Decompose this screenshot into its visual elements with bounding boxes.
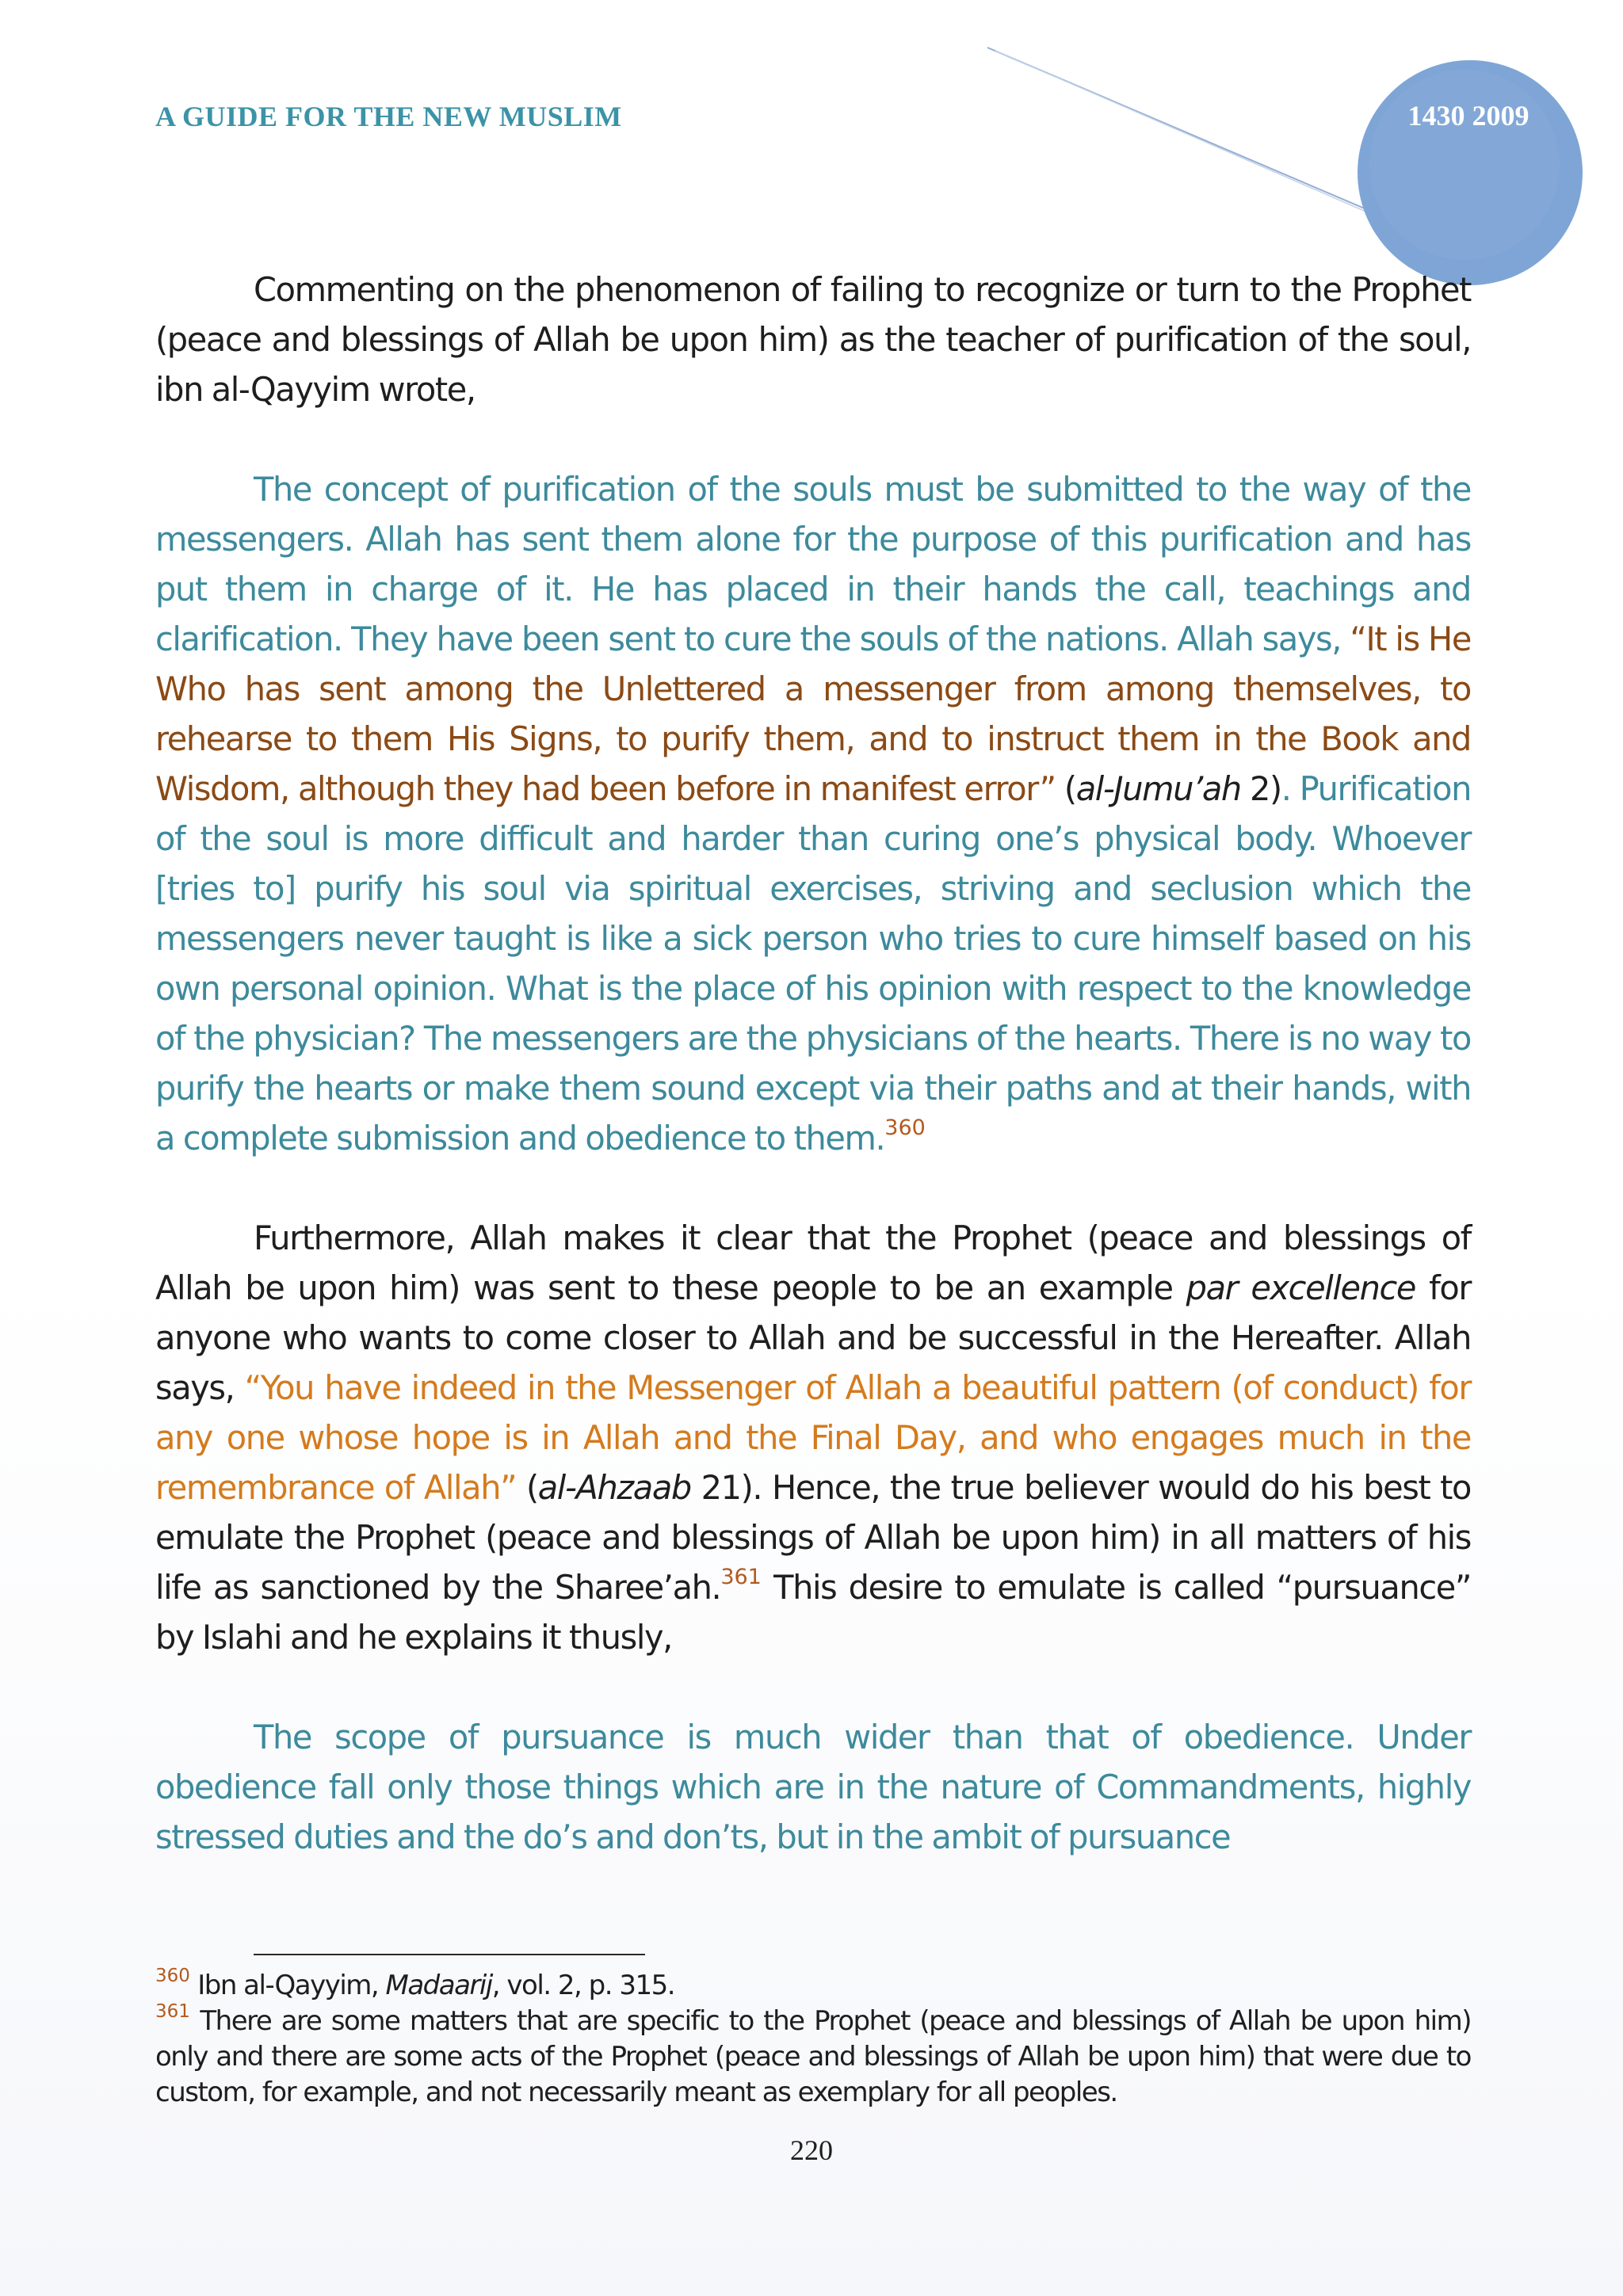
decoration-line-2 [995, 51, 1419, 235]
year-badge: 1430 2009 [1407, 100, 1529, 132]
para2-text-5: This desire to emulate is called “pursuance” by Islahi and he explains it thusly, [155, 1568, 1471, 1657]
footnote-separator [254, 1954, 645, 1955]
block-quote-islahi: The scope of pursuance is much wider than that of obedience. Under obedience fall only those things which are in the nature of Commandments, highly stressed duties and the do’s and don’ts, but in the ambit of pursuance [155, 1718, 1471, 1856]
para2-text-2: for anyone who wants to come closer to Allah and be successful in the Hereafter. Allah says, [155, 1268, 1471, 1407]
header-decoration [967, 40, 1623, 301]
quote-tail: . Purification of the soul is more difficult and harder than curing one’s physical body. Whoever [tries to] purify his soul via spiritual exercises, striving and seclusion which the messengers never taught is like a sick person who tries to cure himself based on his own personal opinion. What is the place of his opinion with respect to the knowledge of the physician? The messengers are the physicians of the hearts. There is no way to purify the hearts or make them sound except via their paths and at their hands, with a complete submission and obedience to them. [155, 769, 1471, 1158]
running-title: A GUIDE FOR THE NEW MUSLIM [155, 101, 622, 132]
quran-quote-ahzaab: “You have indeed in the Messenger of Allah a beautiful pattern (of conduct) for any one whose hope is in Allah and the Final Day, and who engages much in the remembrance of Allah” [155, 1368, 1472, 1507]
quote-ref-open: ( [1055, 769, 1076, 808]
footnote-number: 361 [155, 2000, 190, 2022]
paragraph-furthermore [155, 1213, 1471, 1662]
footnote-ref-360[interactable]: 360 [884, 1116, 926, 1141]
footnote-text: Ibn al-Qayyim, [189, 1970, 386, 2001]
quran-quote-jumuah: “It is He Who has sent among the Unlettered a messenger from among themselves, to rehearse to them His Signs, to purify them, and to instruct them in the Book and Wisdom, although they had been before in manifest error” [155, 620, 1472, 808]
footnote-360 [155, 1965, 1471, 2004]
footnote-ref-361[interactable]: 361 [720, 1565, 762, 1590]
quote-ref-surah: al-Jumu’ah [1075, 769, 1241, 808]
footnotes [155, 1965, 1471, 2111]
page-number: 220 [790, 2134, 833, 2166]
footnote-book-title: Madaarij [385, 1970, 492, 2001]
quote-lead: The concept of purification of the souls must be submitted to the way of the messengers. Allah has sent them alone for the purpose of this purification and has put them in charge of it. He has placed in their hands the call, teachings and clarification. They have been sent to cure the souls of the nations. Allah says, [155, 470, 1471, 658]
page-body [155, 265, 1471, 1862]
para2-text-1: Furthermore, Allah makes it clear that the Prophet (peace and blessings of Allah be upon him) was sent to these people to be an example [155, 1219, 1471, 1307]
footnote-text: There are some matters that are specific to the Prophet (peace and blessings of Allah be upon him) only and there are some acts of the Prophet (peace and blessings of Allah be upon him) that were due to custom, for example, and not necessarily meant as exemplary for all peoples. [155, 2005, 1471, 2108]
para2-italic-phrase: par excellence [1186, 1268, 1416, 1307]
para2-text-3: ( [516, 1468, 538, 1507]
paragraph-intro: Commenting on the phenomenon of failing to recognize or turn to the Prophet (peace and blessings of Allah be upon him) as the teacher of purification of the soul, ibn al-Qayyim wrote, [155, 270, 1471, 409]
footnote-361 [155, 2000, 1471, 2111]
para2-ref-surah: al-Ahzaab [537, 1468, 691, 1507]
quote-ref-verse: 2) [1240, 769, 1281, 808]
footnote-number: 360 [155, 1965, 190, 1986]
footnote-text: , vol. 2, p. 315. [491, 1970, 675, 2001]
block-quote-ibn-al-qayyim [155, 464, 1471, 1163]
decoration-circle-inner [1369, 70, 1560, 260]
para2-text-4: 21). Hence, the true believer would do his best to emulate the Prophet (peace and blessings of Allah be upon him) in all matters of his life as sanctioned by the Sharee’ah. [155, 1468, 1471, 1607]
